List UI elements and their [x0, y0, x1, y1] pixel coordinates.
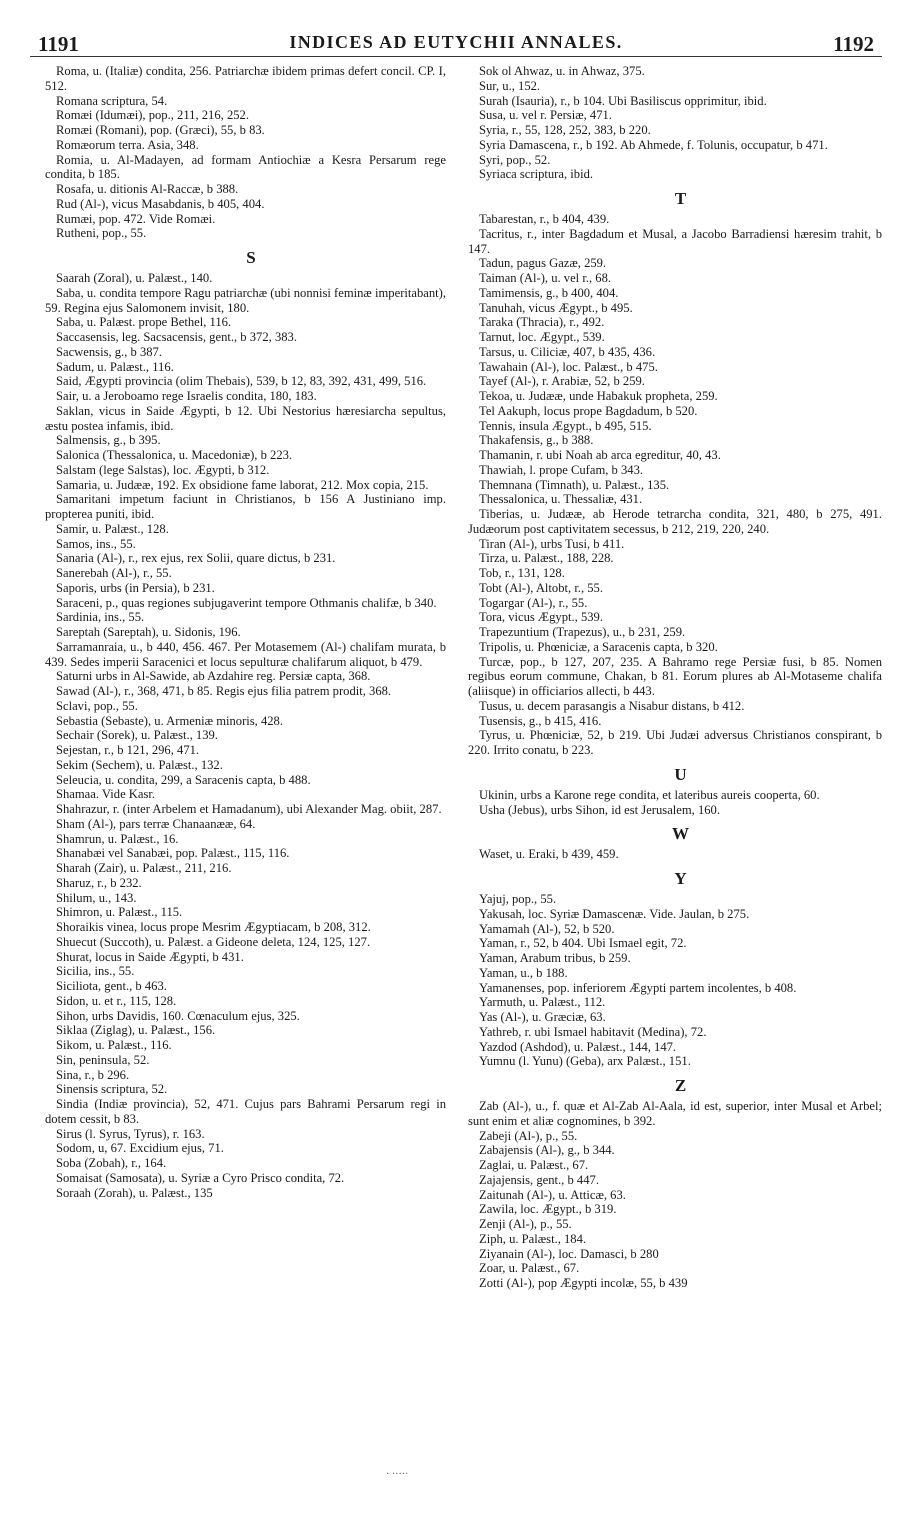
index-entry: Sur, u., 152.	[479, 78, 541, 93]
index-entry: Rutheni, pop., 55.	[56, 226, 147, 241]
index-entry: Yajuj, pop., 55.	[479, 892, 557, 906]
index-entry: Taiman (Al-), u. vel r., 68.	[479, 271, 612, 285]
index-entry: Tarsus, u. Ciliciæ, 407, b 435, 436.	[479, 344, 656, 359]
index-entry: Sok ol Ahwaz, u. in Ahwaz, 375.	[479, 64, 645, 78]
index-entry: Shamrun, u. Palæst., 16.	[56, 831, 179, 846]
index-entry: Thawiah, l. prope Cufam, b 343.	[479, 462, 644, 477]
index-entry: Sareptah (Sareptah), u. Sidonis, 196.	[56, 625, 241, 639]
index-entry: Shahrazur, r. (inter Arbelem et Hamadanum), ubi Alexander Mag. obiit, 287.	[56, 802, 442, 816]
index-entry: Tobt (Al-), Altobt, r., 55.	[479, 580, 603, 595]
index-entry: Shilum, u., 143.	[56, 890, 137, 905]
index-entry: Usha (Jebus), urbs Sihon, id est Jerusalem, 160.	[479, 802, 721, 817]
index-entry: Yarmuth, u. Palæst., 112.	[479, 995, 606, 1010]
index-entry: Sekim (Sechem), u. Palæst., 132.	[56, 757, 223, 772]
index-entry: Shoraikis vinea, locus prope Mesrim Ægyptiacam, b 208, 312.	[56, 920, 371, 934]
index-entry: Tayef (Al-), r. Arabiæ, 52, b 259.	[479, 374, 645, 389]
index-entry: Saturni urbs in Al-Sawide, ab Azdahire reg. Persiæ capta, 368.	[56, 669, 371, 684]
index-entry: Sclavi, pop., 55.	[56, 698, 138, 713]
index-entry: Yathreb, r. ubi Ismael habitavit (Medina), 72.	[479, 1024, 707, 1039]
index-entry: Sadum, u. Palæst., 116.	[56, 359, 174, 374]
index-entry: Sejestan, r., b 121, 296, 471.	[56, 743, 200, 757]
index-entry: Tennis, insula Ægypt., b 495, 515.	[479, 418, 652, 433]
index-entry: Saklan, vicus in Saide Ægypti, b 12. Ubi Nestorius hæresiarcha sepultus, æstu postea infamis, ibid.	[45, 403, 446, 433]
index-entry: Said, Ægypti provincia (olim Thebais), 539, b 12, 83, 392, 431, 499, 516.	[56, 374, 427, 389]
index-entry: Rosafa, u. ditionis Al-Raccæ, b 388.	[56, 182, 239, 196]
index-entry: Tacritus, r., inter Bagdadum et Musal, a Jacobo Barradiensi hæresim trahit, b 147.	[468, 226, 882, 256]
index-entry: Yazdod (Ashdod), u. Palæst., 144, 147.	[479, 1039, 677, 1054]
index-entry: Thessalonica, u. Thessaliæ, 431.	[479, 492, 643, 507]
index-entry: Thakafensis, g., b 388.	[479, 433, 594, 448]
index-entry: Tiberias, u. Judææ, ab Herode tetrarcha condita, 321, 480, b 275, 491. Judæorum post captivitatem secessus, b 212, 219, 220, 240.	[468, 507, 882, 536]
index-entry: Saarah (Zoral), u. Palæst., 140.	[56, 271, 213, 285]
index-entry: Sikom, u. Palæst., 116.	[56, 1038, 172, 1052]
running-title: INDICES AD EUTYCHII ANNALES.	[289, 32, 623, 52]
index-entry: Yaman, u., b 188.	[479, 965, 568, 980]
index-entry: Yumnu (l. Yunu) (Geba), arx Palæst., 151.	[479, 1054, 691, 1069]
index-entry: Tora, vicus Ægypt., 539.	[479, 610, 603, 625]
index-entry: Tirza, u. Palæst., 188, 228.	[479, 551, 614, 566]
index-entry: Zotti (Al-), pop Ægypti incolæ, 55, b 439	[479, 1276, 688, 1290]
index-entry: Sicilia, ins., 55.	[56, 964, 135, 979]
index-entry: Sidon, u. et r., 115, 128.	[56, 993, 177, 1008]
index-entry: Zoar, u. Palæst., 67.	[479, 1261, 580, 1276]
index-entry: Soba (Zobah), r., 164.	[56, 1156, 167, 1170]
index-entry: Sihon, urbs Davidis, 160. Cœnaculum ejus, 325.	[56, 1008, 300, 1023]
index-entry: Tyrus, u. Phœniciæ, 52, b 219. Ubi Judæi adversus Christianos conspirant, b 220. Irrito conatu, b 223.	[468, 728, 882, 757]
index-entry: Zenji (Al-), p., 55.	[479, 1217, 572, 1231]
index-entry: Ukinin, urbs a Karone rege condita, et lateribus aureis cooperta, 60.	[479, 787, 820, 802]
index-column-right	[468, 64, 882, 1291]
index-entry: Tabarestan, r., b 404, 439.	[479, 212, 610, 226]
footer-ornament: · ·····	[386, 1469, 409, 1480]
running-header	[30, 32, 882, 57]
index-entry: Ziph, u. Palæst., 184.	[479, 1231, 587, 1246]
index-entry: Tripolis, u. Phœniciæ, a Saracenis capta, b 320.	[479, 639, 718, 654]
index-entry: Shimron, u. Palæst., 115.	[56, 905, 183, 920]
index-entry: Zaitunah (Al-), u. Atticæ, 63.	[479, 1187, 626, 1202]
index-entry: Yamanenses, pop. inferiorem Ægypti partem incolentes, b 408.	[479, 980, 797, 995]
index-entry: Roma, u. (Italiæ) condita, 256. Patriarchæ ibidem primas defert concil. CP. I, 512.	[45, 64, 446, 93]
index-entry: Tadun, pagus Gazæ, 259.	[479, 256, 607, 271]
index-entry: Tekoa, u. Judææ, unde Habakuk propheta, 259.	[479, 389, 718, 403]
index-entry: Tanuhah, vicus Ægypt., b 495.	[479, 300, 633, 315]
section-letter: U	[674, 764, 687, 784]
index-entry: Soraah (Zorah), u. Palæst., 135	[56, 1185, 213, 1200]
index-entry: Zabeji (Al-), p., 55.	[479, 1128, 578, 1143]
section-letter: Y	[674, 869, 687, 888]
index-entry: Shamaa. Vide Kasr.	[56, 787, 156, 802]
index-entry: Zabajensis (Al-), g., b 344.	[479, 1143, 615, 1158]
index-entry: Yamamah (Al-), 52, b 520.	[479, 921, 615, 936]
index-entry: Tarnut, loc. Ægypt., 539.	[479, 330, 605, 344]
index-entry: Samos, ins., 55.	[56, 536, 136, 551]
index-entry: Sin, peninsula, 52.	[56, 1052, 150, 1067]
index-entry: Trapezuntium (Trapezus), u., b 231, 259.	[479, 625, 686, 639]
index-entry: Sanerebah (Al-), r., 55.	[56, 566, 172, 580]
index-entry: Zajajensis, gent., b 447.	[479, 1172, 599, 1187]
index-entry: Sodom, u, 67. Excidium ejus, 71.	[56, 1141, 224, 1156]
section-letter: T	[674, 189, 687, 208]
index-entry: Tusus, u. decem parasangis a Nisabur distans, b 412.	[479, 698, 745, 713]
index-entry: Romæi (Idumæi), pop., 211, 216, 252.	[56, 108, 249, 123]
index-entry: Saccasensis, leg. Sacsacensis, gent., b 372, 383.	[56, 330, 297, 344]
index-entry: Tusensis, g., b 415, 416.	[479, 713, 602, 728]
index-entry: Salmensis, g., b 395.	[56, 433, 161, 448]
index-entry: Tawahain (Al-), loc. Palæst., b 475.	[479, 359, 658, 374]
index-entry: Taraka (Thracia), r., 492.	[479, 315, 605, 330]
index-entry: Samaria, u. Judææ, 192. Ex obsidione fame laborat, 212. Mox copia, 215.	[56, 477, 429, 492]
section-letter: S	[246, 248, 256, 267]
index-entry: Sharuz, r., b 232.	[56, 875, 142, 890]
section-letter: Z	[674, 1076, 687, 1095]
index-entry: Syri, pop., 52.	[479, 152, 551, 167]
index-entry: Thamanin, r. ubi Noah ab arca egreditur, 40, 43.	[479, 448, 721, 462]
index-entry: Sechair (Sorek), u. Palæst., 139.	[56, 728, 218, 743]
index-entry: Yaman, Arabum tribus, b 259.	[479, 951, 631, 965]
index-entry: Seleucia, u. condita, 299, a Saracenis capta, b 488.	[56, 772, 311, 787]
index-entry: Waset, u. Eraki, b 439, 459.	[479, 847, 619, 862]
index-entry: Susa, u. vel r. Persiæ, 471.	[479, 108, 612, 123]
index-entry: Romana scriptura, 54.	[56, 93, 168, 108]
index-entry: Syria Damascena, r., b 192. Ab Ahmede, f. Tolunis, occupatur, b 471.	[479, 137, 828, 152]
index-entry: Syriaca scriptura, ibid.	[479, 167, 594, 182]
index-entry: Samir, u. Palæst., 128.	[56, 521, 169, 536]
index-entry: Sanaria (Al-), r., rex ejus, rex Solii, quare dictus, b 231.	[56, 551, 336, 566]
index-entry: Sardinia, ins., 55.	[56, 610, 145, 625]
index-entry: Shuecut (Succoth), u. Palæst. a Gideone deleta, 124, 125, 127.	[56, 934, 371, 949]
index-entry: Turcæ, pop., b 127, 207, 235. A Bahramo rege Persiæ fusi, b 85. Nomen regibus eorum commune, Chakan, b 81. Eorum plures ab Al-Motaseme chalifa (aliisque) in officiarios allecti, b 443.	[468, 654, 882, 698]
index-entry: Syria, r., 55, 128, 252, 383, b 220.	[479, 123, 651, 137]
index-entry: Zaglai, u. Palæst., 67.	[479, 1158, 589, 1172]
index-entry: Rud (Al-), vicus Masabdanis, b 405, 404.	[56, 196, 265, 211]
index-entry: Ziyanain (Al-), loc. Damasci, b 280	[479, 1246, 659, 1261]
index-entry: Samaritani impetum faciunt in Christianos, b 156 A Justiniano imp. propterea puniti, ibid.	[45, 492, 446, 521]
index-entry: Romæi (Romani), pop. (Græci), 55, b 83.	[56, 123, 265, 137]
index-entry: Sacwensis, g., b 387.	[56, 344, 162, 359]
index-entry: Zawila, loc. Ægypt., b 319.	[479, 1202, 617, 1217]
index-entry: Tel Aakuph, locus prope Bagdadum, b 520.	[479, 403, 698, 418]
index-entry: Romia, u. Al-Madayen, ad formam Antiochiæ a Kesra Persarum rege condita, b 185.	[45, 152, 446, 182]
index-entry: Shurat, locus in Saide Ægypti, b 431.	[56, 949, 244, 964]
index-entry: Sarramanraia, u., b 440, 456. 467. Per Motasemem (Al-) chalifam murata, b 439. Sedes imperii Saracenici et locus sepulturæ chalifarum aliquot, b 479.	[45, 639, 446, 669]
index-entry: Somaisat (Samosata), u. Syriæ a Cyro Prisco condita, 72.	[56, 1170, 345, 1185]
index-entry: Themnana (Timnath), u. Palæst., 135.	[479, 477, 670, 492]
index-entry: Saba, u. condita tempore Ragu patriarchæ (ubi nonnisi feminæ imperitabant), 59. Regina ejus Salomonem invisit, 180.	[45, 285, 446, 315]
index-column-left	[45, 64, 446, 1200]
index-entry: Togargar (Al-), r., 55.	[479, 595, 588, 610]
index-entry: Yas (Al-), u. Græciæ, 63.	[479, 1010, 606, 1024]
index-entry: Salonica (Thessalonica, u. Macedoniæ), b 223.	[56, 448, 293, 462]
page-number-left: 1191	[38, 32, 79, 56]
index-entry: Tob, r., 131, 128.	[479, 566, 565, 580]
index-entry: Yaman, r., 52, b 404. Ubi Ismael egit, 72.	[479, 936, 687, 951]
index-entry: Tamimensis, g., b 400, 404.	[479, 285, 619, 300]
index-entry: Tiran (Al-), urbs Tusi, b 411.	[479, 536, 625, 551]
index-entry: Surah (Isauria), r., b 104. Ubi Basiliscus opprimitur, ibid.	[479, 93, 767, 108]
index-entry: Zab (Al-), u., f. quæ et Al-Zab Al-Aala, id est, superior, inter Musal et Arbel; sunt enim et aliæ cognomines, b 392.	[468, 1099, 882, 1128]
index-entry: Saporis, urbs (in Persia), b 231.	[56, 580, 215, 595]
index-entry: Sair, u. a Jeroboamo rege Israelis condita, 180, 183.	[56, 389, 317, 403]
index-entry: Romæorum terra. Asia, 348.	[56, 137, 199, 152]
index-entry: Sinensis scriptura, 52.	[56, 1082, 168, 1097]
index-entry: Sharah (Zair), u. Palæst., 211, 216.	[56, 861, 232, 875]
index-entry: Saraceni, p., quas regiones subjugaverint tempore Othmanis chalifæ, b 340.	[56, 595, 437, 610]
index-entry: Siciliota, gent., b 463.	[56, 979, 167, 993]
index-entry: Siklaa (Ziglag), u. Palæst., 156.	[56, 1023, 216, 1038]
index-entry: Sebastia (Sebaste), u. Armeniæ minoris, 428.	[56, 713, 284, 728]
section-letter: W	[672, 824, 689, 844]
index-entry: Sina, r., b 296.	[56, 1067, 130, 1082]
index-entry: Rumæi, pop. 472. Vide Romæi.	[56, 211, 216, 226]
index-entry: Sawad (Al-), r., 368, 471, b 85. Regis ejus filia patrem prodit, 368.	[56, 684, 392, 698]
index-entry: Yakusah, loc. Syriæ Damascenæ. Vide. Jaulan, b 275.	[479, 906, 750, 921]
index-entry: Shanabæi vel Sanabæi, pop. Palæst., 115, 116.	[56, 846, 290, 861]
index-entry: Saba, u. Palæst. prope Bethel, 116.	[56, 315, 232, 330]
page-number-right: 1192	[833, 32, 874, 56]
index-entry: Salstam (lege Salstas), loc. Ægypti, b 312.	[56, 462, 270, 477]
index-entry: Sindia (Indiæ provincia), 52, 471. Cujus pars Bahrami Persarum regi in dotem cessit, b 83.	[45, 1097, 446, 1126]
index-entry: Sham (Al-), pars terræ Chanaanææ, 64.	[56, 816, 256, 831]
index-entry: Sirus (l. Syrus, Tyrus), r. 163.	[56, 1126, 205, 1141]
